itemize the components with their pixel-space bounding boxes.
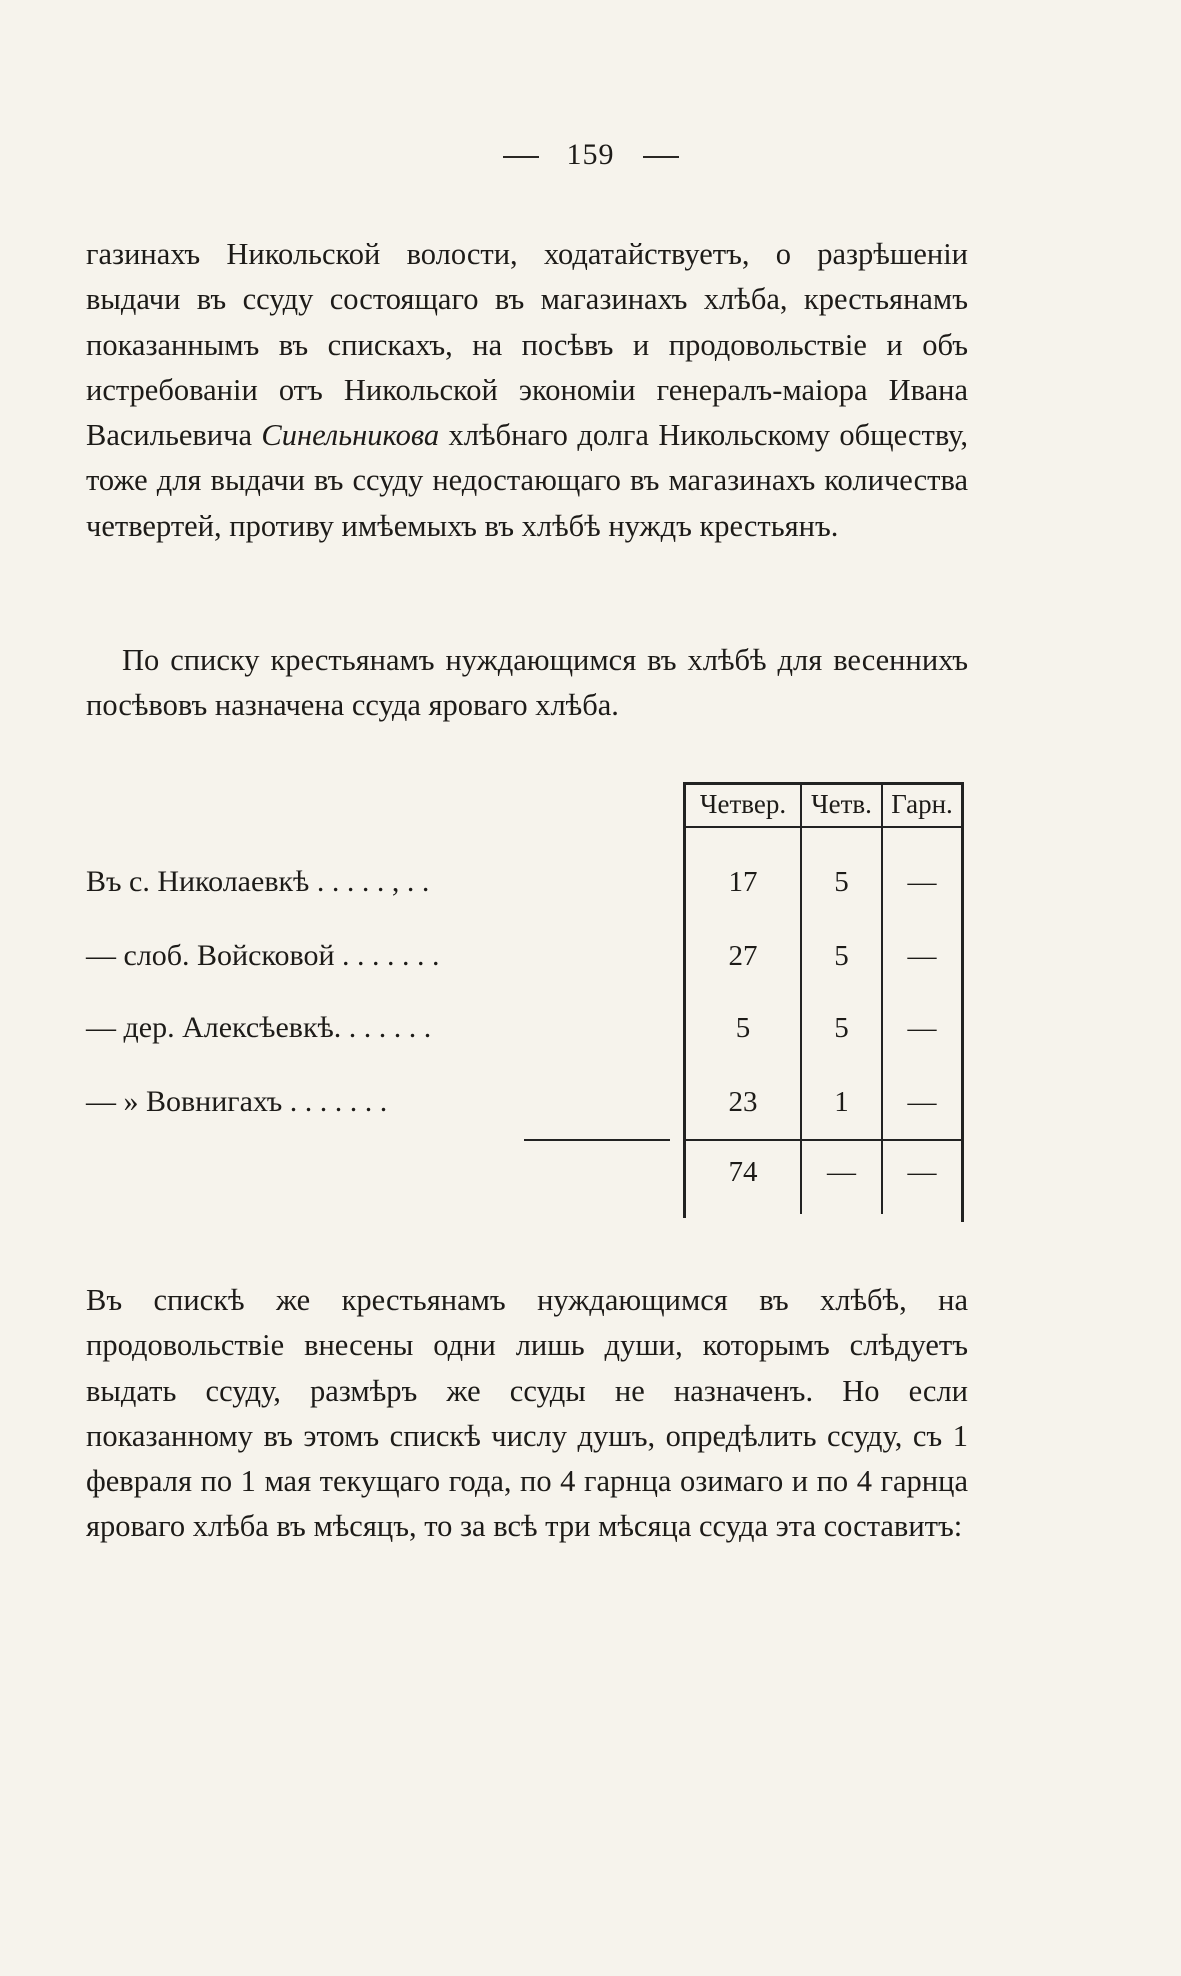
header-garn: Гарн. bbox=[891, 789, 953, 819]
row-1-chetver: 17 bbox=[728, 866, 758, 898]
sum-rule bbox=[685, 1139, 961, 1141]
page-number: 159 bbox=[566, 138, 615, 171]
paragraph-2-text: По списку крестьянамъ нуждающимся въ хлѣбѣ для весеннихъ посѣвовъ назначена ссуда яроваго хлѣба. bbox=[86, 643, 968, 723]
row-1-chetv: 5 bbox=[834, 866, 849, 898]
row-label-3: — дер. Алексѣевкѣ. . . . . . . bbox=[86, 1011, 432, 1044]
page-header bbox=[0, 138, 1181, 172]
table-header-rule bbox=[683, 826, 963, 828]
row-label-4: — » Вовнигахъ . . . . . . . bbox=[86, 1085, 388, 1118]
row-4-chetv: 1 bbox=[834, 1086, 849, 1118]
total-chetver: 74 bbox=[728, 1156, 758, 1188]
paragraph-3-text: Въ спискѣ же крестьянамъ нуждающимся въ хлѣбѣ, на продовольствіе внесены одни лишь души, которымъ слѣдуетъ выдать ссуду, размѣръ же ссуды не назначенъ. Но если показанному въ этомъ спискѣ числу душъ, опредѣлить ссуду, съ 1 февраля по 1 мая текущаго года, по 4 гарнца озимаго и по 4 гарнца яроваго хлѣба въ мѣсяцъ, то за всѣ три мѣсяца ссуда эта составитъ: bbox=[86, 1283, 968, 1544]
row-2-chetv: 5 bbox=[834, 940, 849, 972]
paragraph-2 bbox=[86, 638, 968, 729]
right-dash bbox=[643, 156, 679, 158]
paragraph-1-text-a: газинахъ Никольской волости, ходатайствуетъ, о разрѣшеніи выдачи въ ссуду состоящаго въ магазинахъ хлѣба, крестьянамъ показаннымъ въ спискахъ, на посѣвъ и продовольствіе и объ истребованіи отъ Никольской экономіи генералъ-маіора Ивана Васильевича bbox=[86, 237, 968, 453]
row-2-chetver: 27 bbox=[728, 940, 758, 972]
row-4-chetver: 23 bbox=[728, 1086, 758, 1118]
header-chetv: Четв. bbox=[811, 789, 872, 819]
total-garn: — bbox=[907, 1156, 937, 1188]
total-chetv: — bbox=[827, 1156, 856, 1188]
row-3-chetver: 5 bbox=[735, 1012, 751, 1044]
paragraph-3 bbox=[86, 1278, 968, 1550]
column-divider-1 bbox=[800, 784, 802, 1214]
paragraph-1-text-b: хлѣбнаго долга Никольскому обществу, тоже для выдачи въ ссуду недостающаго въ магазинахъ количества четвертей, противу имѣемыхъ въ хлѣбѣ нуждъ крестьянъ. bbox=[86, 418, 968, 543]
row-label-2: — слоб. Войсковой . . . . . . . bbox=[86, 939, 440, 972]
left-dash bbox=[503, 156, 539, 158]
row-label-1: Въ с. Николаевкѣ . . . . . , . . bbox=[86, 865, 430, 898]
row-3-chetv: 5 bbox=[834, 1012, 849, 1044]
paragraph-1-italic-name: Синельникова bbox=[261, 418, 440, 453]
paragraph-1 bbox=[86, 232, 968, 549]
row-2-garn: — bbox=[907, 940, 937, 972]
row-1-garn: — bbox=[907, 866, 937, 898]
row-3-garn: — bbox=[907, 1012, 937, 1044]
column-divider-2 bbox=[881, 784, 883, 1214]
row-4-garn: — bbox=[907, 1086, 937, 1118]
table-right-border bbox=[961, 782, 964, 1222]
label-sum-rule bbox=[524, 1139, 670, 1141]
header-chetver: Четвер. bbox=[699, 789, 787, 819]
